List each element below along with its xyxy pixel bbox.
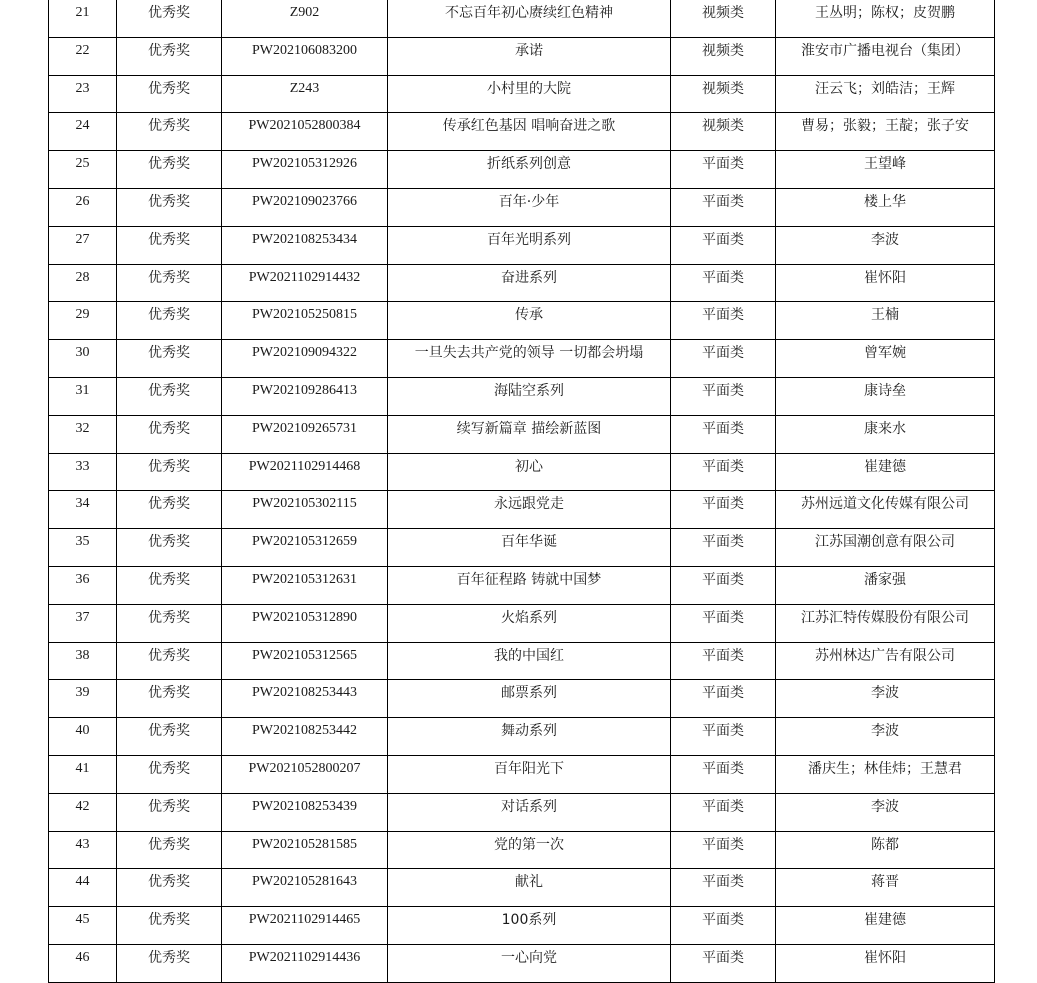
work-title: 百年光明系列 bbox=[388, 226, 671, 264]
award-level: 优秀奖 bbox=[117, 755, 222, 793]
entry-code: PW2021102914436 bbox=[222, 944, 388, 982]
work-author: 潘庆生；林佳炜；王慧君 bbox=[776, 755, 995, 793]
row-number: 39 bbox=[49, 680, 117, 718]
work-category: 平面类 bbox=[671, 226, 776, 264]
work-title: 对话系列 bbox=[388, 793, 671, 831]
work-title: 我的中国红 bbox=[388, 642, 671, 680]
work-author: 王望峰 bbox=[776, 151, 995, 189]
work-category: 平面类 bbox=[671, 302, 776, 340]
entry-code: PW2021102914468 bbox=[222, 453, 388, 491]
table-row bbox=[49, 415, 995, 453]
award-level: 优秀奖 bbox=[117, 340, 222, 378]
award-list-table bbox=[48, 0, 995, 983]
work-author: 苏州林达广告有限公司 bbox=[776, 642, 995, 680]
work-category: 平面类 bbox=[671, 831, 776, 869]
row-number: 27 bbox=[49, 226, 117, 264]
work-category: 平面类 bbox=[671, 869, 776, 907]
table-row bbox=[49, 377, 995, 415]
award-level: 优秀奖 bbox=[117, 869, 222, 907]
work-category: 平面类 bbox=[671, 793, 776, 831]
table-row bbox=[49, 37, 995, 75]
work-title: 百年华诞 bbox=[388, 529, 671, 567]
award-level: 优秀奖 bbox=[117, 415, 222, 453]
table-row bbox=[49, 944, 995, 982]
table-row bbox=[49, 529, 995, 567]
award-level: 优秀奖 bbox=[117, 188, 222, 226]
award-level: 优秀奖 bbox=[117, 264, 222, 302]
row-number: 37 bbox=[49, 604, 117, 642]
work-author: 康来水 bbox=[776, 415, 995, 453]
award-level: 优秀奖 bbox=[117, 37, 222, 75]
table-row bbox=[49, 340, 995, 378]
table-row bbox=[49, 226, 995, 264]
award-level: 优秀奖 bbox=[117, 75, 222, 113]
work-author: 江苏国潮创意有限公司 bbox=[776, 529, 995, 567]
work-author: 崔建德 bbox=[776, 453, 995, 491]
work-author: 李波 bbox=[776, 793, 995, 831]
award-level: 优秀奖 bbox=[117, 907, 222, 945]
work-title: 百年·少年 bbox=[388, 188, 671, 226]
work-author: 江苏汇特传媒股份有限公司 bbox=[776, 604, 995, 642]
entry-code: PW2021052800384 bbox=[222, 113, 388, 151]
work-category: 平面类 bbox=[671, 264, 776, 302]
work-title: 献礼 bbox=[388, 869, 671, 907]
table-row bbox=[49, 869, 995, 907]
work-category: 平面类 bbox=[671, 755, 776, 793]
table-row bbox=[49, 188, 995, 226]
award-level: 优秀奖 bbox=[117, 680, 222, 718]
work-category: 平面类 bbox=[671, 453, 776, 491]
row-number: 28 bbox=[49, 264, 117, 302]
work-category: 视频类 bbox=[671, 0, 776, 37]
work-author: 潘家强 bbox=[776, 566, 995, 604]
award-level: 优秀奖 bbox=[117, 604, 222, 642]
table-row bbox=[49, 566, 995, 604]
row-number: 22 bbox=[49, 37, 117, 75]
entry-code: PW202108253442 bbox=[222, 718, 388, 756]
row-number: 40 bbox=[49, 718, 117, 756]
award-level: 优秀奖 bbox=[117, 566, 222, 604]
work-title: 百年征程路 铸就中国梦 bbox=[388, 566, 671, 604]
row-number: 33 bbox=[49, 453, 117, 491]
work-category: 平面类 bbox=[671, 907, 776, 945]
work-category: 平面类 bbox=[671, 529, 776, 567]
work-category: 平面类 bbox=[671, 642, 776, 680]
work-author: 汪云飞；刘皓洁；王辉 bbox=[776, 75, 995, 113]
work-author: 淮安市广播电视台（集团） bbox=[776, 37, 995, 75]
work-title: 海陆空系列 bbox=[388, 377, 671, 415]
award-level: 优秀奖 bbox=[117, 491, 222, 529]
award-level: 优秀奖 bbox=[117, 529, 222, 567]
work-title: 折纸系列创意 bbox=[388, 151, 671, 189]
work-author: 康诗垒 bbox=[776, 377, 995, 415]
table-row bbox=[49, 831, 995, 869]
entry-code: PW202105250815 bbox=[222, 302, 388, 340]
work-category: 平面类 bbox=[671, 491, 776, 529]
work-title: 一心向党 bbox=[388, 944, 671, 982]
work-title: 100系列 bbox=[388, 907, 671, 945]
entry-code: PW202108253434 bbox=[222, 226, 388, 264]
table-row bbox=[49, 75, 995, 113]
entry-code: PW202105302115 bbox=[222, 491, 388, 529]
row-number: 30 bbox=[49, 340, 117, 378]
work-title: 承诺 bbox=[388, 37, 671, 75]
table-row bbox=[49, 907, 995, 945]
entry-code: PW202109286413 bbox=[222, 377, 388, 415]
work-category: 平面类 bbox=[671, 604, 776, 642]
entry-code: PW202105312565 bbox=[222, 642, 388, 680]
entry-code: Z243 bbox=[222, 75, 388, 113]
award-level: 优秀奖 bbox=[117, 113, 222, 151]
work-author: 曾军婉 bbox=[776, 340, 995, 378]
row-number: 46 bbox=[49, 944, 117, 982]
table-row bbox=[49, 680, 995, 718]
work-title: 小村里的大院 bbox=[388, 75, 671, 113]
table-row bbox=[49, 718, 995, 756]
work-title: 党的第一次 bbox=[388, 831, 671, 869]
work-author: 王丛明；陈权；皮贺鹏 bbox=[776, 0, 995, 37]
work-title: 舞动系列 bbox=[388, 718, 671, 756]
work-author: 蒋晋 bbox=[776, 869, 995, 907]
work-category: 平面类 bbox=[671, 151, 776, 189]
row-number: 38 bbox=[49, 642, 117, 680]
row-number: 29 bbox=[49, 302, 117, 340]
table-row bbox=[49, 151, 995, 189]
award-level: 优秀奖 bbox=[117, 0, 222, 37]
work-author: 李波 bbox=[776, 718, 995, 756]
entry-code: PW202105281643 bbox=[222, 869, 388, 907]
work-category: 视频类 bbox=[671, 37, 776, 75]
award-level: 优秀奖 bbox=[117, 453, 222, 491]
work-category: 平面类 bbox=[671, 377, 776, 415]
row-number: 24 bbox=[49, 113, 117, 151]
row-number: 23 bbox=[49, 75, 117, 113]
row-number: 31 bbox=[49, 377, 117, 415]
table-row bbox=[49, 264, 995, 302]
table-row bbox=[49, 0, 995, 37]
work-title: 邮票系列 bbox=[388, 680, 671, 718]
work-title: 永远跟党走 bbox=[388, 491, 671, 529]
table-row bbox=[49, 302, 995, 340]
work-title: 初心 bbox=[388, 453, 671, 491]
entry-code: PW202106083200 bbox=[222, 37, 388, 75]
work-title: 奋进系列 bbox=[388, 264, 671, 302]
row-number: 21 bbox=[49, 0, 117, 37]
entry-code: PW2021102914465 bbox=[222, 907, 388, 945]
work-title: 火焰系列 bbox=[388, 604, 671, 642]
row-number: 45 bbox=[49, 907, 117, 945]
work-author: 王楠 bbox=[776, 302, 995, 340]
work-category: 平面类 bbox=[671, 566, 776, 604]
award-level: 优秀奖 bbox=[117, 718, 222, 756]
row-number: 44 bbox=[49, 869, 117, 907]
work-title: 传承 bbox=[388, 302, 671, 340]
row-number: 26 bbox=[49, 188, 117, 226]
award-level: 优秀奖 bbox=[117, 944, 222, 982]
work-author: 李波 bbox=[776, 226, 995, 264]
work-author: 苏州远道文化传媒有限公司 bbox=[776, 491, 995, 529]
award-level: 优秀奖 bbox=[117, 831, 222, 869]
entry-code: PW202109094322 bbox=[222, 340, 388, 378]
work-category: 平面类 bbox=[671, 340, 776, 378]
work-title: 一旦失去共产党的领导 一切都会坍塌 bbox=[388, 340, 671, 378]
award-level: 优秀奖 bbox=[117, 151, 222, 189]
award-level: 优秀奖 bbox=[117, 226, 222, 264]
row-number: 32 bbox=[49, 415, 117, 453]
entry-code: PW202105312659 bbox=[222, 529, 388, 567]
work-author: 崔怀阳 bbox=[776, 264, 995, 302]
row-number: 42 bbox=[49, 793, 117, 831]
award-level: 优秀奖 bbox=[117, 642, 222, 680]
work-author: 崔建德 bbox=[776, 907, 995, 945]
row-number: 36 bbox=[49, 566, 117, 604]
entry-code: PW202108253443 bbox=[222, 680, 388, 718]
work-category: 视频类 bbox=[671, 75, 776, 113]
entry-code: PW2021052800207 bbox=[222, 755, 388, 793]
work-title: 不忘百年初心赓续红色精神 bbox=[388, 0, 671, 37]
work-title: 百年阳光下 bbox=[388, 755, 671, 793]
entry-code: PW202105312926 bbox=[222, 151, 388, 189]
work-author: 崔怀阳 bbox=[776, 944, 995, 982]
table-row bbox=[49, 113, 995, 151]
work-category: 视频类 bbox=[671, 113, 776, 151]
work-title: 续写新篇章 描绘新蓝图 bbox=[388, 415, 671, 453]
award-level: 优秀奖 bbox=[117, 302, 222, 340]
table-row bbox=[49, 604, 995, 642]
work-category: 平面类 bbox=[671, 415, 776, 453]
entry-code: PW202105312890 bbox=[222, 604, 388, 642]
entry-code: PW2021102914432 bbox=[222, 264, 388, 302]
work-category: 平面类 bbox=[671, 188, 776, 226]
entry-code: PW202109265731 bbox=[222, 415, 388, 453]
work-category: 平面类 bbox=[671, 680, 776, 718]
entry-code: PW202105312631 bbox=[222, 566, 388, 604]
award-level: 优秀奖 bbox=[117, 377, 222, 415]
row-number: 43 bbox=[49, 831, 117, 869]
award-level: 优秀奖 bbox=[117, 793, 222, 831]
table-row bbox=[49, 453, 995, 491]
work-author: 陈都 bbox=[776, 831, 995, 869]
table-row bbox=[49, 491, 995, 529]
entry-code: PW202108253439 bbox=[222, 793, 388, 831]
row-number: 41 bbox=[49, 755, 117, 793]
entry-code: PW202105281585 bbox=[222, 831, 388, 869]
row-number: 34 bbox=[49, 491, 117, 529]
table-row bbox=[49, 642, 995, 680]
table-row bbox=[49, 755, 995, 793]
work-author: 曹易；张毅；王靛；张子安 bbox=[776, 113, 995, 151]
work-title: 传承红色基因 唱响奋进之歌 bbox=[388, 113, 671, 151]
entry-code: PW202109023766 bbox=[222, 188, 388, 226]
table-row bbox=[49, 793, 995, 831]
row-number: 35 bbox=[49, 529, 117, 567]
work-category: 平面类 bbox=[671, 944, 776, 982]
row-number: 25 bbox=[49, 151, 117, 189]
work-author: 楼上华 bbox=[776, 188, 995, 226]
entry-code: Z902 bbox=[222, 0, 388, 37]
award-table-body bbox=[49, 0, 995, 982]
work-author: 李波 bbox=[776, 680, 995, 718]
work-category: 平面类 bbox=[671, 718, 776, 756]
